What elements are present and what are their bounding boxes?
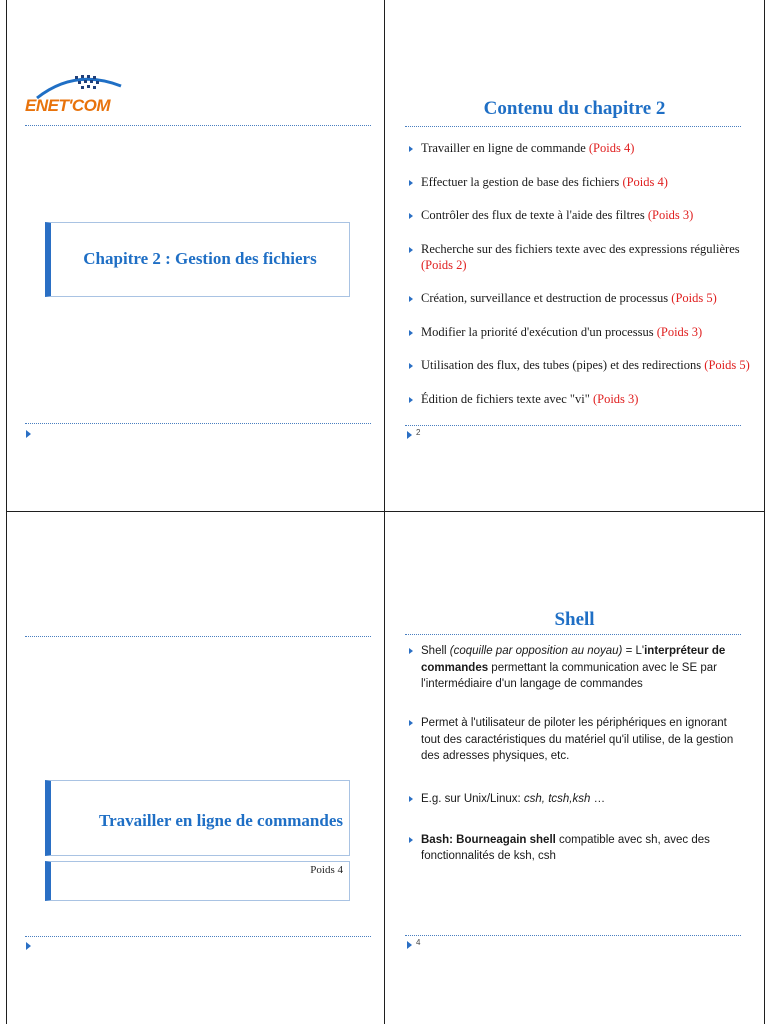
list-item: Contrôler des flux de texte à l'aide des filtres (Poids 3)	[409, 208, 754, 224]
list-item: Permet à l'utilisateur de piloter les périphériques en ignorant tout des caractéristiques du matériel qu'il utilise, de la gestion des adresses physiques, etc.	[409, 715, 749, 765]
bullet-arrow-icon	[409, 296, 413, 302]
chapter-title-box	[45, 222, 350, 297]
bullet-arrow-icon	[409, 837, 413, 843]
slide-4-page-number: 4	[416, 938, 421, 947]
slide-2-title: Contenu du chapitre 2	[483, 98, 666, 119]
slide-1-header-rule	[25, 125, 371, 126]
list-item: Édition de fichiers texte avec "vi" (Poids 3)	[409, 392, 754, 408]
enetcom-logo	[25, 72, 125, 122]
list-item: Effectuer la gestion de base des fichiers (Poids 4)	[409, 175, 754, 191]
slide-3-nav-arrow-icon	[26, 942, 31, 950]
slide-4-title: Shell	[554, 609, 595, 630]
slide-2-header-rule	[405, 126, 741, 127]
slide-2-footer-rule	[405, 425, 741, 426]
section-subtitle-box	[45, 861, 350, 901]
list-item: Travailler en ligne de commande (Poids 4)	[409, 141, 754, 157]
chapter-title: Chapitre 2 : Gestion des fichiers	[83, 249, 317, 268]
bullet-arrow-icon	[409, 648, 413, 654]
outer-border-right	[764, 0, 765, 1024]
slide-2	[385, 0, 764, 511]
list-item: Modifier la priorité d'exécution d'un processus (Poids 3)	[409, 325, 754, 341]
slide-3-footer-rule	[25, 936, 371, 937]
slide-2-page-number: 2	[416, 428, 421, 437]
slide-3-header-rule	[25, 636, 371, 637]
list-item: Recherche sur des fichiers texte avec des expressions régulières (Poids 2)	[409, 242, 754, 273]
slide-1	[7, 0, 384, 511]
bullet-arrow-icon	[409, 796, 413, 802]
slide-2-nav-arrow-icon	[407, 431, 412, 439]
list-item: Création, surveillance et destruction de processus (Poids 5)	[409, 291, 754, 307]
bullet-arrow-icon	[409, 330, 413, 336]
bullet-arrow-icon	[409, 180, 413, 186]
slide-1-footer-rule	[25, 423, 371, 424]
bullet-arrow-icon	[409, 363, 413, 369]
bullet-arrow-icon	[409, 247, 413, 253]
section-subtitle: Poids 4	[310, 864, 343, 876]
bullet-arrow-icon	[409, 397, 413, 403]
chapter-contents-list	[409, 141, 754, 426]
slide-1-nav-arrow-icon	[26, 430, 31, 438]
bullet-arrow-icon	[409, 213, 413, 219]
list-item: Bash: Bourneagain shell compatible avec sh, avec des fonctionnalités de ksh, csh	[409, 832, 749, 865]
slide-3	[7, 512, 384, 1024]
list-item: Utilisation des flux, des tubes (pipes) et des redirections (Poids 5)	[409, 358, 754, 374]
slide-4-footer-rule	[405, 935, 741, 936]
section-title-box	[45, 780, 350, 856]
section-title: Travailler en ligne de commandes	[99, 811, 343, 830]
list-item: Shell (coquille par opposition au noyau) = L'interpréteur de commandes permettant la communication avec le SE par l'intermédiaire d'un langage de commandes	[409, 643, 749, 693]
logo-text: ENET'COM	[25, 96, 111, 115]
shell-bullet-list	[409, 643, 749, 865]
slide-4	[385, 512, 764, 1024]
bullet-arrow-icon	[409, 720, 413, 726]
bullet-arrow-icon	[409, 146, 413, 152]
slide-4-header-rule	[405, 634, 741, 635]
slide-4-nav-arrow-icon	[407, 941, 412, 949]
list-item: E.g. sur Unix/Linux: csh, tcsh,ksh …	[409, 791, 749, 808]
